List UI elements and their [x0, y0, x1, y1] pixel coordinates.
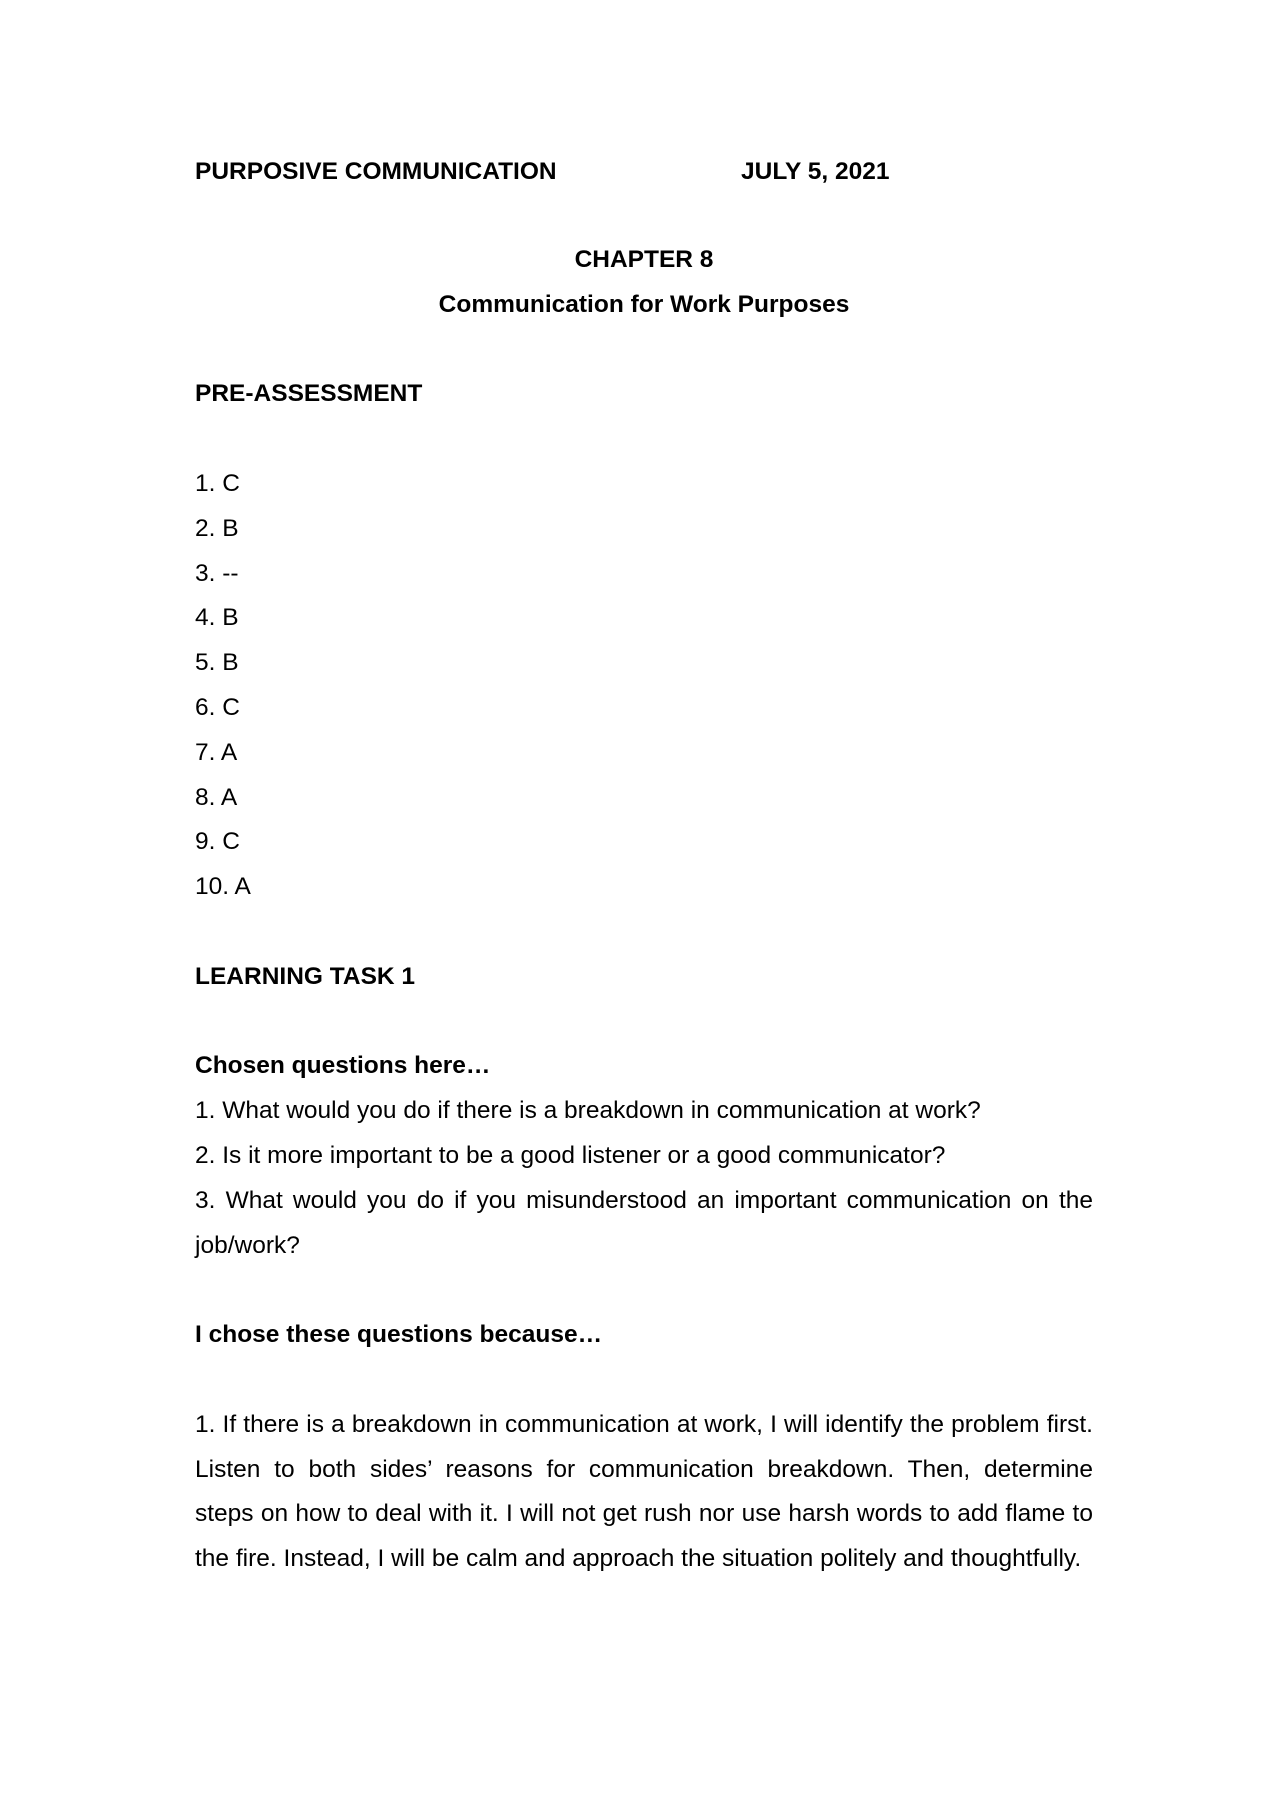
reason-heading: I chose these questions because… — [195, 1321, 603, 1349]
learning-task-heading: LEARNING TASK 1 — [195, 962, 416, 990]
answer-paragraph: 1. If there is a breakdown in communication at work, I will identify the problem first. Listen to both sides’ reasons for communication breakdown. Then, determine steps on how to deal with it. I will not get rush nor use harsh words to add flame to the fire. Instead, I will be calm and approach the situation politely and thoughtfully. — [195, 1410, 1093, 1573]
document-date: JULY 5, 2021 — [741, 158, 890, 185]
list-item: 3. -- — [195, 559, 239, 587]
list-item: 10. A — [195, 873, 251, 901]
spacer — [195, 910, 1093, 955]
question-item: 3. What would you do if you misunderstood an important communication on the job/work? — [195, 1186, 1093, 1259]
pre-assessment-heading: PRE-ASSESSMENT — [195, 380, 423, 408]
subject-title: PURPOSIVE COMMUNICATION — [195, 158, 557, 185]
list-item: 9. C — [195, 828, 240, 856]
chapter-title: Communication for Work Purposes — [438, 290, 850, 318]
question-item: 1. What would you do if there is a breakdown in communication at work? — [195, 1097, 981, 1125]
question-item: 2. Is it more important to be a good listener or a good communicator? — [195, 1141, 946, 1169]
spacer — [195, 1000, 1093, 1045]
spacer — [195, 1358, 1093, 1403]
document-content — [195, 150, 1093, 1582]
chapter-number: CHAPTER 8 — [574, 246, 714, 273]
document-header — [195, 150, 1093, 194]
list-item: 2. B — [195, 514, 239, 542]
list-item: 4. B — [195, 604, 239, 632]
spacer — [195, 1268, 1093, 1313]
spacer — [195, 194, 1093, 238]
list-item: 5. B — [195, 649, 239, 677]
list-item: 8. A — [195, 783, 238, 811]
chosen-questions-heading: Chosen questions here… — [195, 1052, 491, 1080]
list-item: 1. C — [195, 469, 240, 497]
list-item: 7. A — [195, 738, 238, 766]
list-item: 6. C — [195, 693, 240, 721]
pre-assessment-answer-list — [195, 462, 1093, 910]
spacer — [195, 417, 1093, 462]
spacer — [195, 328, 1093, 373]
